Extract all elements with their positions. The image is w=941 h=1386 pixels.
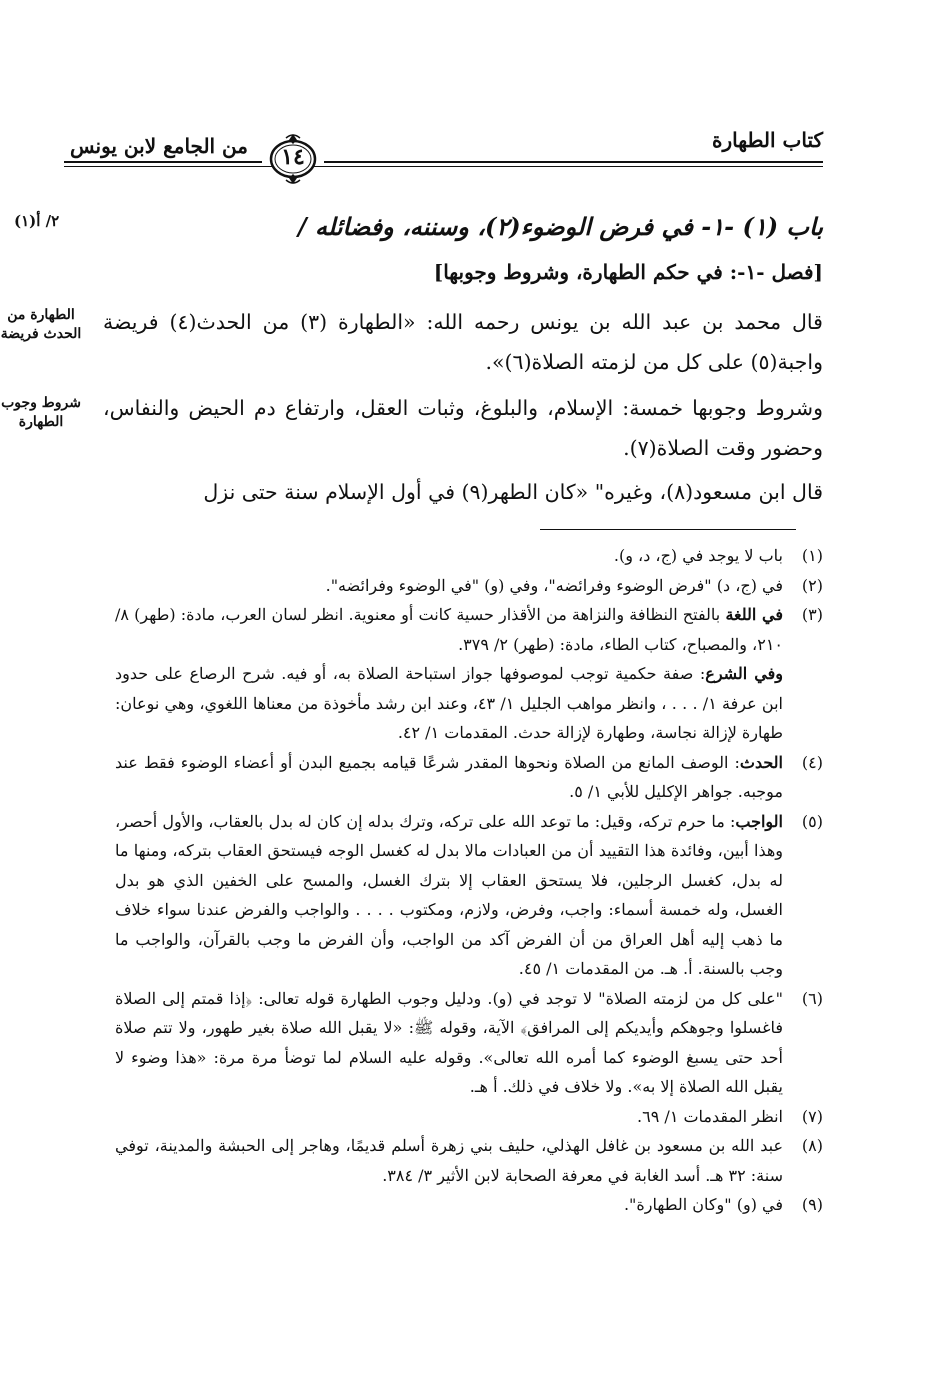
footnote-text: باب لا يوجد في (ج، د، و). (613, 546, 783, 565)
page-number: ١٤ (281, 144, 305, 170)
side-note-1: الطهارة من الحدث فريضة (0, 307, 82, 342)
footnote-6 (115, 984, 823, 1102)
footnote-text: بالفتح النظافة والنزاهة من الأقذار حسية كانت أو معنوية. انظر لسان العرب، مادة: (طهر) ٨/ ٢١٠، والمصباح، كتاب الطاء، مادة: (طهر) ٢/ ٣٧٩. (115, 605, 783, 654)
running-header-book-title: كتاب الطهارة (712, 128, 823, 152)
footnote-text: : الوصف المانع من الصلاة ونحوها المقدر شرعًا قيامه بجميع البدن أو أعضاء الوضوء فقط عند موجبه. جواهر الإكليل للأبي ١/ ٥. (115, 752, 783, 801)
section-title: [فصل -١-: في حكم الطهارة، وشروط وجوبها] (433, 260, 823, 284)
footnote-2 (115, 571, 823, 601)
running-header-source-title: من الجامع لابن يونس (70, 134, 248, 158)
footnote-number: (١) (801, 546, 823, 565)
footnote-3 (115, 600, 823, 659)
footnote-1 (115, 541, 823, 571)
footnote-text: في (و) "وكان الطهارة". (623, 1195, 783, 1214)
footnote-9 (115, 1190, 823, 1220)
footnote-number: (٥) (801, 811, 823, 831)
footnote-number: (٦) (801, 988, 823, 1008)
side-note-2: شروط وجوب الطهارة (1, 395, 81, 430)
footnotes-list (115, 541, 823, 1220)
footnote-text: : ما حرم تركه، وقيل: ما توعد الله على تركه، وترك بدله إن كان له بدل بالعقاب، والأول أحصر، وهذا أبين، وفائدة هذا التقييد أن من العبادات مالا بدل له كغسل الوجه فيستحق العقاب بتركه، ومنها ما له بدل، كغسل الرجلين، فلا يستحق العقاب إلا بترك الغسل، والمسح على الخفين الذي هو بدل الغسل، وله خمسة أسماء: واجب، وفرض، ولازم، ومكتوب . . . . والواجب والفرض عندنا سواء خلاف ما ذهب إليه أهل العراق من أن الفرض آكد من الواجب، وأن الفرض ما وجب بالقرآن، والواجب ما وجب بالسنة. أ. هـ. من المقدمات ١/ ٤٥. (115, 811, 783, 978)
footnote-3-continued (115, 659, 823, 748)
footnote-text: : صفة حكمية توجب لموصوفها جواز استباحة الصلاة به، أو فيه. شرح الرصاع على حدود ابن عرفة ١/ . . . ، وانظر مواهب الجليل ١/ ٤٣، وعند ابن رشد مأخوذة من معناها اللغوي، وهي نوعان: طهارة لإزالة نجاسة، وطهارة لإزالة حدث. المقدمات ١/ ٤٢. (115, 664, 783, 742)
footnote-5 (115, 807, 823, 984)
footnote-number: (٣) (801, 605, 823, 624)
footnote-text: عبد الله بن مسعود بن غافل الهذلي، حليف بني زهرة أسلم قديمًا، وهاجر إلى الحبشة والمدينة، توفي سنة: ٣٢ هـ. أسد الغابة في معرفة الصحابة لابن الأثير ٣/ ٣٨٤. (115, 1136, 783, 1185)
footnote-term: في اللغة (725, 605, 783, 624)
footnote-text: في (ج، د) "فرض الوضوء وفرائضه"، وفي (و) "في الوضوء وفرائضه". (325, 575, 783, 595)
footnote-8 (115, 1131, 823, 1190)
footnote-text: انظر المقدمات ١/ ٦٩. (637, 1106, 783, 1126)
footnote-4 (115, 748, 823, 807)
body-paragraph-2: وشروط وجوبها خمسة: الإسلام، والبلوغ، وثبات العقل، وارتفاع دم الحيض والنفاس، وحضور وقت الصلاة(٧). (103, 396, 823, 460)
footnote-number: (٤) (801, 752, 823, 772)
footnote-number: (٧) (801, 1106, 823, 1126)
footnote-term: وفي الشرع (705, 664, 784, 683)
footnote-term: الواجب (735, 811, 783, 831)
chapter-title: باب (١) -١- في فرض الوضوء(٢)، وسننه، وفضائله / (297, 212, 823, 241)
body-paragraph-1: قال محمد بن عبد الله بن يونس رحمه الله: «الطهارة (٣) من الحدث(٤) فريضة واجبة(٥) على كل من لزمته الصلاة(٦)». (103, 310, 823, 374)
header-rule-thin (64, 166, 823, 167)
footnote-separator (540, 529, 796, 530)
footnote-text: "على كل من لزمته الصلاة" لا توجد في (و). ودليل وجوب الطهارة قوله تعالى: ﴿إذا قمتم إلى الصلاة فاغسلوا وجوهكم وأيديكم إلى المرافق﴾ الآية، وقوله ﷺ: «لا يقبل الله صلاة بغير طهور، ولا تتم صلاة أحد حتى يسبغ الوضوء كما أمره الله تعالى». وقوله عليه السلام لما توضأ مرة مرة: «هذا وضوء لا يقبل الله الصلاة إلا به». ولا خلاف في ذلك. أ هـ. (115, 988, 784, 1096)
footnote-7 (115, 1102, 823, 1132)
body-paragraph-3: قال ابن مسعود(٨)، وغيره" «كان الطهر(٩) في أول الإسلام سنة حتى نزل (203, 480, 823, 504)
footnote-number: (٢) (801, 575, 823, 595)
footnote-term: الحدث (739, 752, 783, 772)
footnote-number: (٩) (801, 1195, 823, 1214)
footnote-number: (٨) (801, 1136, 823, 1155)
header-rule (64, 161, 823, 163)
manuscript-folio-ref: ٢/ أ(١) (14, 212, 60, 230)
